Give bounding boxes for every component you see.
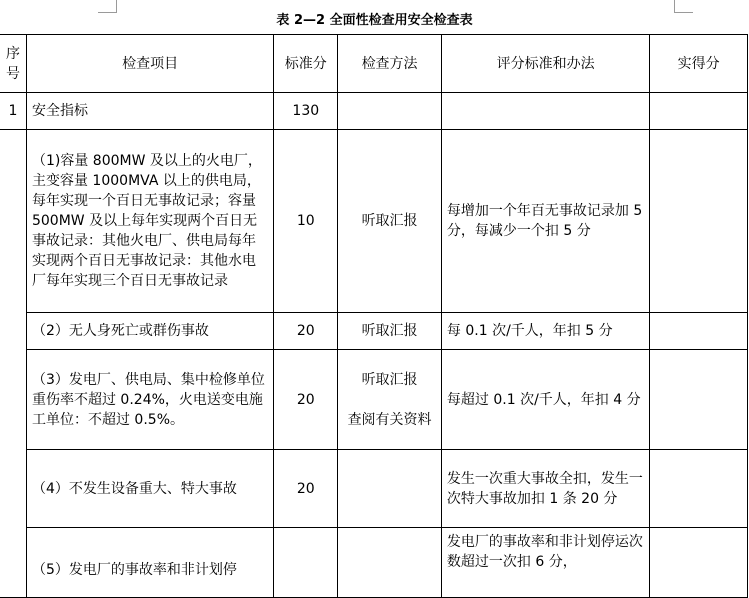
row-actual [650,313,748,350]
row-method: 听取汇报 [338,313,442,350]
table-row [0,313,748,350]
header-row [0,35,748,93]
row-score: 130 [274,93,338,130]
row-criteria: 每增加一个年百无事故记录加 5 分，每减少一个扣 5 分 [441,130,649,313]
table-row [0,93,748,130]
row-actual [650,350,748,450]
row-actual [650,450,748,528]
row-method-spacer [343,390,436,410]
header-criteria: 评分标准和办法 [441,35,649,93]
header-score: 标准分 [274,35,338,93]
table-row [0,130,748,313]
row-criteria: 每超过 0.1 次/千人，年扣 4 分 [441,350,649,450]
row-item: （5）发电厂的事故率和非计划停 [26,528,273,598]
header-method: 检查方法 [338,35,442,93]
table-title: 表 2—2 全面性检查用安全检查表 [276,13,473,28]
row-actual [650,130,748,313]
row-method [338,93,442,130]
row-method-line-2: 查阅有关资料 [347,411,432,428]
row-item: （1)容量 800MW 及以上的火电厂，主变容量 1000MVA 以上的供电局，每年实现一个百日无事故记录；容量 500MW 及以上每年实现两个百日无事故记录：其他火电厂、供电局每年实现两个百日无事故记录：其他水电厂每年实现三个百日无事故记录 [26,130,273,313]
row-score: 20 [274,313,338,350]
row-seq: 1 [0,93,26,130]
row-score: 20 [274,350,338,450]
row-item: （2）无人身死亡或群伤事故 [26,313,273,350]
header-seq: 序号 [0,35,26,93]
row-criteria: 发电厂的事故率和非计划停运次数超过一次扣 6 分， [441,528,649,598]
row-criteria [441,93,649,130]
row-item: （4）不发生设备重大、特大事故 [26,450,273,528]
row-criteria: 每 0.1 次/千人，年扣 5 分 [441,313,649,350]
row-item: 安全指标 [26,93,273,130]
row-method [338,350,442,450]
table-row [0,350,748,450]
row-score: 10 [274,130,338,313]
row-actual [650,528,748,598]
row-method: 听取汇报 [338,130,442,313]
row-method [338,450,442,528]
safety-checklist-table [0,34,748,598]
header-actual: 实得分 [650,35,748,93]
merged-seq-cell [0,130,26,598]
table-row [0,528,748,598]
row-item: （3）发电厂、供电局、集中检修单位重伤率不超过 0.24%，火电送变电施工单位：不超过 0.5%。 [26,350,273,450]
row-actual [650,93,748,130]
row-criteria: 发生一次重大事故全扣，发生一次特大事故加扣 1 条 20 分 [441,450,649,528]
table-row [0,450,748,528]
row-score [274,528,338,598]
row-score: 20 [274,450,338,528]
header-item: 检查项目 [26,35,273,93]
row-method [338,528,442,598]
row-method-line-1: 听取汇报 [361,371,418,388]
